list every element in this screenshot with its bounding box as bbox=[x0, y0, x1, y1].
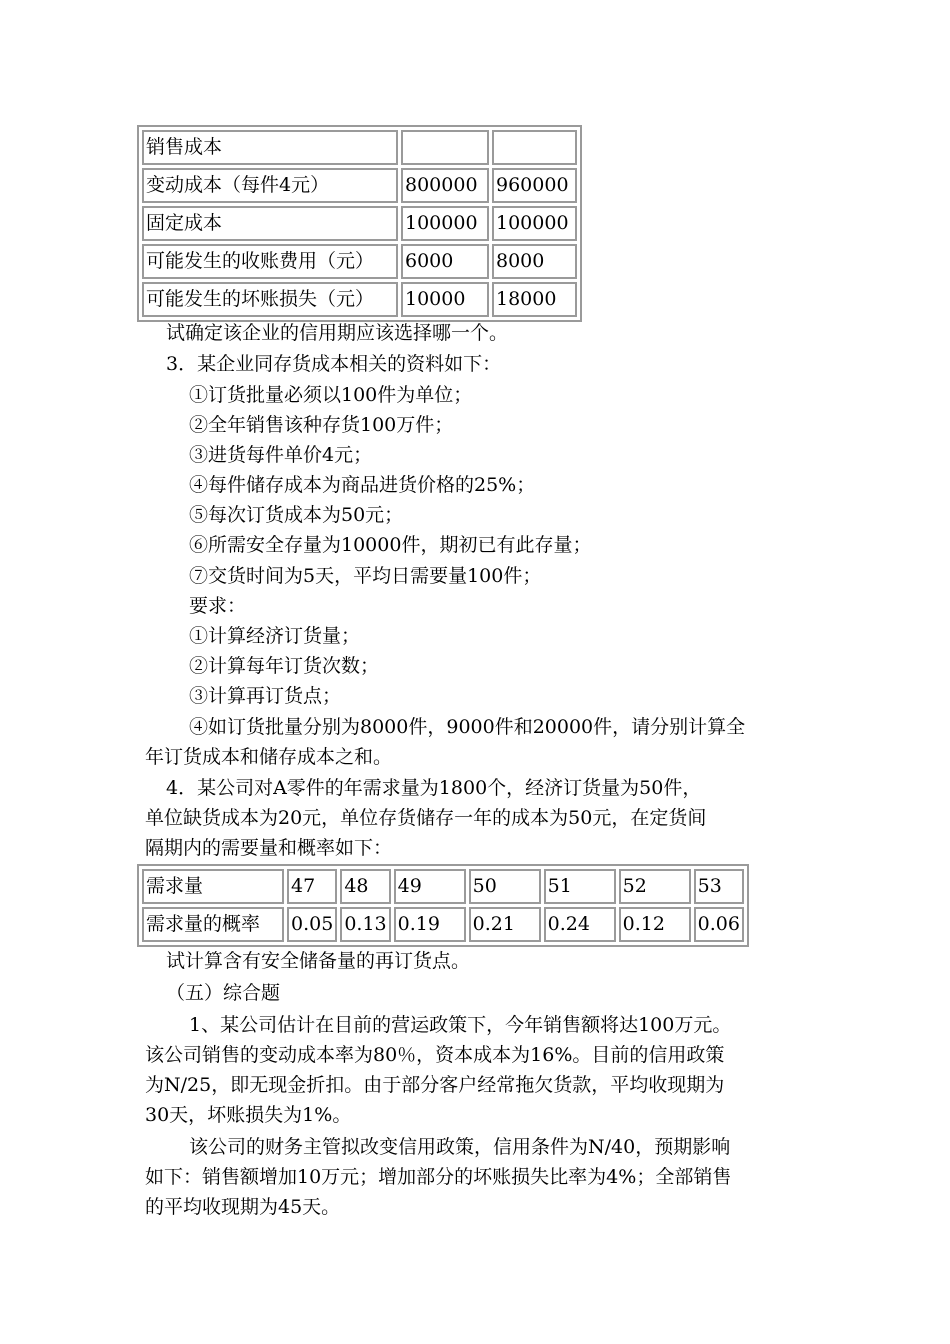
section-title: （五）综合题 bbox=[166, 982, 281, 1004]
table-cell: 0.24 bbox=[544, 907, 616, 942]
list-item: ⑤每次订货成本为50元； bbox=[189, 504, 404, 526]
cost-table bbox=[137, 125, 582, 322]
demand-table bbox=[137, 864, 749, 947]
table-row bbox=[142, 244, 577, 279]
paragraph-line: 年订货成本和储存成本之和。 bbox=[145, 746, 393, 768]
list-item: ①计算经济订货量； bbox=[189, 625, 361, 647]
table-cell: 52 bbox=[619, 869, 691, 904]
paragraph-line: 30天，坏账损失为1%。 bbox=[145, 1104, 352, 1126]
table-cell: 960000 bbox=[492, 168, 577, 203]
table-cell bbox=[492, 130, 577, 165]
list-item: ③进货每件单价4元； bbox=[189, 444, 373, 466]
list-item: ②计算每年订货次数； bbox=[189, 655, 380, 677]
table-row bbox=[142, 907, 744, 942]
table-cell: 0.12 bbox=[619, 907, 691, 942]
paragraph-line: 的平均收现期为45天。 bbox=[145, 1196, 341, 1218]
list-item: ③计算再订货点； bbox=[189, 685, 342, 707]
table-cell: 18000 bbox=[492, 282, 577, 317]
table-cell: 0.06 bbox=[694, 907, 744, 942]
paragraph-line: 该公司销售的变动成本率为80％，资本成本为16%。目前的信用政策 bbox=[145, 1044, 725, 1066]
table-cell: 100000 bbox=[401, 206, 489, 241]
table-cell: 0.21 bbox=[469, 907, 541, 942]
table-cell: 100000 bbox=[492, 206, 577, 241]
question-text: 试确定该企业的信用期应该选择哪一个。 bbox=[166, 322, 509, 344]
requirement-heading: 要求： bbox=[189, 595, 247, 617]
list-item: ④每件储存成本为商品进货价格的25%； bbox=[189, 474, 536, 496]
table-cell: 47 bbox=[287, 869, 337, 904]
table-cell: 49 bbox=[394, 869, 466, 904]
table-row bbox=[142, 869, 744, 904]
table-cell: 0.19 bbox=[394, 907, 466, 942]
table-cell: 48 bbox=[340, 869, 390, 904]
paragraph-line: 隔期内的需要量和概率如下： bbox=[145, 837, 393, 859]
question-heading: 3．某企业同存货成本相关的资料如下： bbox=[166, 353, 502, 375]
table-cell: 6000 bbox=[401, 244, 489, 279]
list-item: ⑥所需安全存量为10000件，期初已有此存量； bbox=[189, 534, 592, 556]
table-cell: 销售成本 bbox=[142, 130, 398, 165]
table-row bbox=[142, 168, 577, 203]
table-cell: 10000 bbox=[401, 282, 489, 317]
paragraph-line: 该公司的财务主管拟改变信用政策，信用条件为N/40，预期影响 bbox=[189, 1136, 731, 1158]
table-cell: 需求量的概率 bbox=[142, 907, 284, 942]
table-row bbox=[142, 130, 577, 165]
paragraph-line: 单位缺货成本为20元，单位存货储存一年的成本为50元，在定货间 bbox=[145, 807, 707, 829]
table-row bbox=[142, 206, 577, 241]
list-item: ②全年销售该种存货100万件； bbox=[189, 414, 454, 436]
table-cell bbox=[401, 130, 489, 165]
table-cell: 0.05 bbox=[287, 907, 337, 942]
table-cell: 8000 bbox=[492, 244, 577, 279]
list-item: ⑦交货时间为5天，平均日需要量100件； bbox=[189, 565, 542, 587]
table-cell: 51 bbox=[544, 869, 616, 904]
list-item: ①订货批量必须以100件为单位； bbox=[189, 384, 473, 406]
table-cell: 53 bbox=[694, 869, 744, 904]
paragraph-line: 1、某公司估计在目前的营运政策下，今年销售额将达100万元。 bbox=[189, 1014, 732, 1036]
table-cell: 0.13 bbox=[340, 907, 390, 942]
list-item: ④如订货批量分别为8000件，9000件和20000件，请分别计算全 bbox=[189, 716, 746, 738]
table-cell: 需求量 bbox=[142, 869, 284, 904]
table-cell: 固定成本 bbox=[142, 206, 398, 241]
question-heading: 4．某公司对A零件的年需求量为1800个，经济订货量为50件， bbox=[166, 777, 702, 799]
table-cell: 变动成本（每件4元） bbox=[142, 168, 398, 203]
table-row bbox=[142, 282, 577, 317]
table-cell: 可能发生的坏账损失（元） bbox=[142, 282, 398, 317]
paragraph-line: 如下：销售额增加10万元；增加部分的坏账损失比率为4%；全部销售 bbox=[145, 1166, 732, 1188]
table-cell: 800000 bbox=[401, 168, 489, 203]
question-text: 试计算含有安全储备量的再订货点。 bbox=[166, 950, 471, 972]
paragraph-line: 为N/25，即无现金折扣。由于部分客户经常拖欠货款，平均收现期为 bbox=[145, 1074, 725, 1096]
table-cell: 50 bbox=[469, 869, 541, 904]
table-cell: 可能发生的收账费用（元） bbox=[142, 244, 398, 279]
